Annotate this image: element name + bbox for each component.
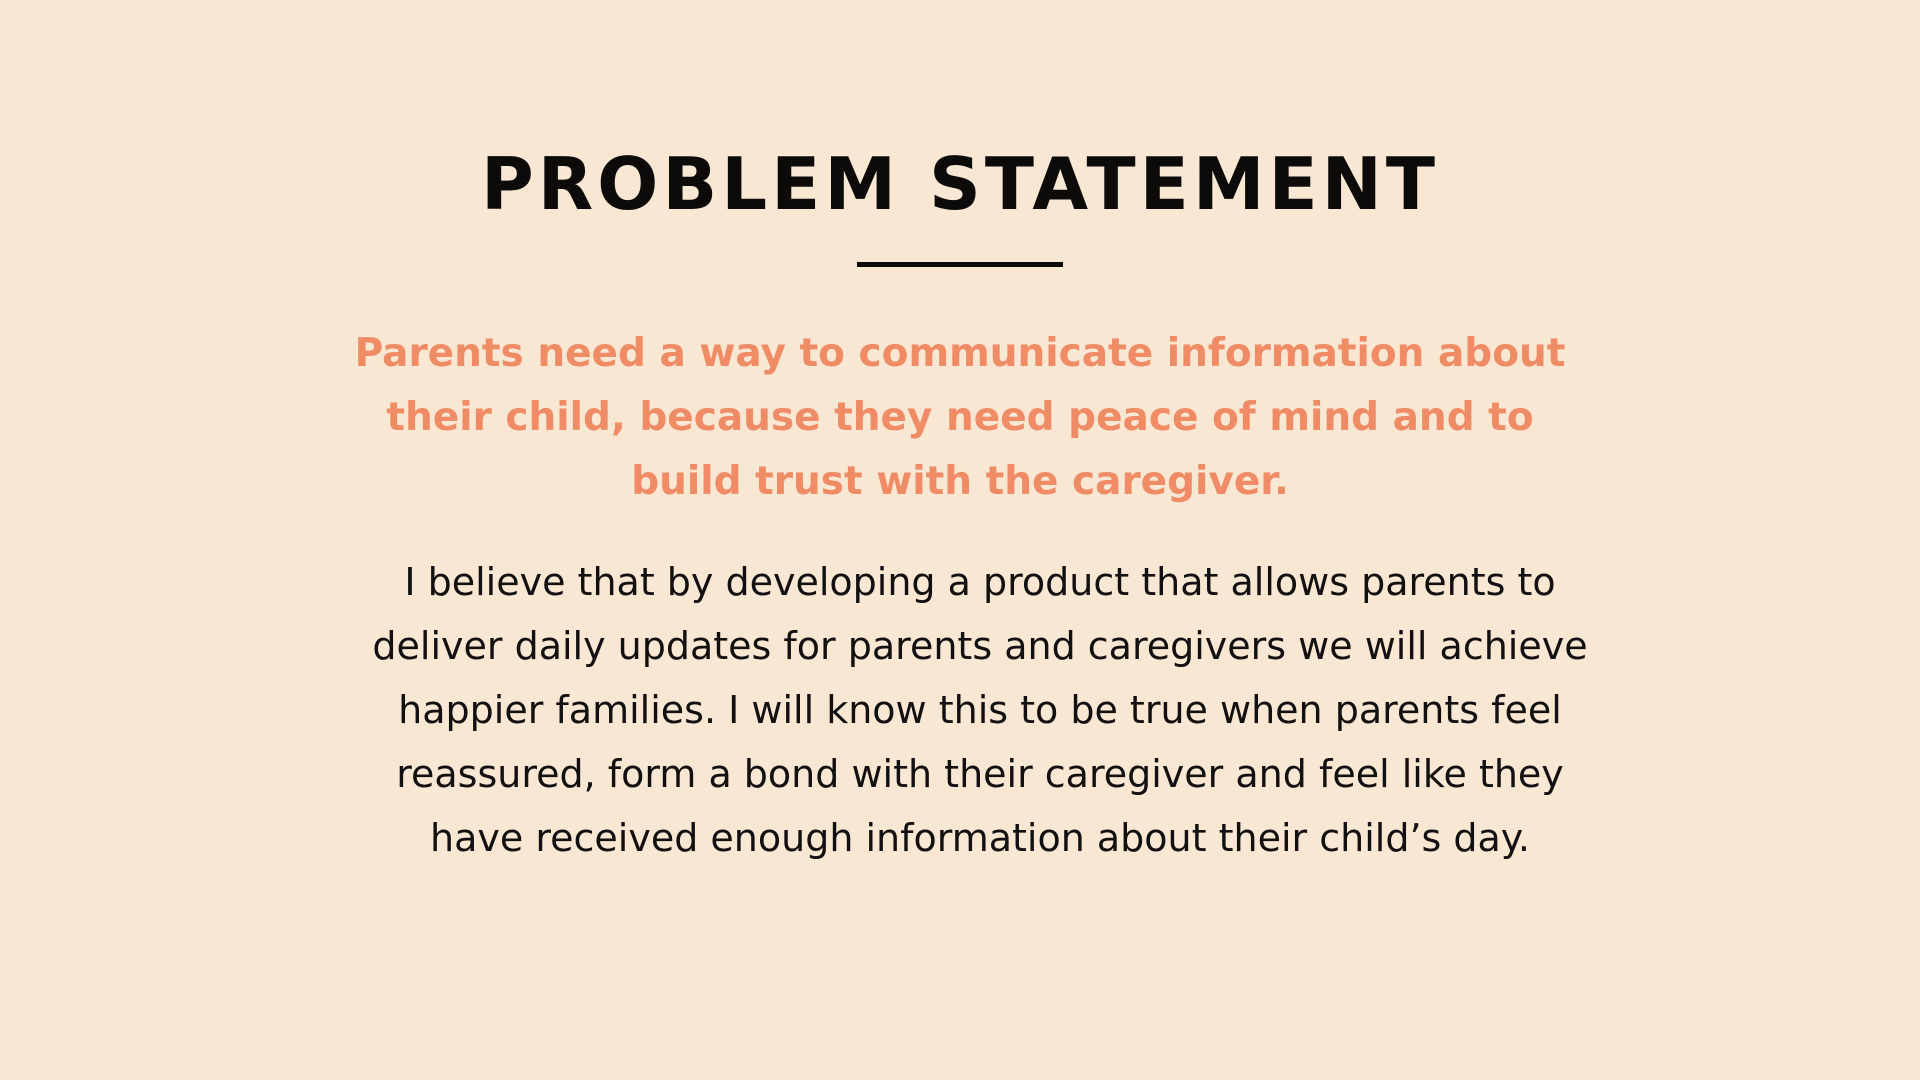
title-divider <box>857 262 1063 267</box>
hypothesis-paragraph: I believe that by developing a product that allows parents to deliver daily updates for parents and caregivers we will achieve happier families. I will know this to be true when parents feel reassured, form a bond with their caregiver and feel like they have received enough information about their child’s day. <box>372 560 1588 860</box>
page-title: PROBLEM STATEMENT <box>480 142 1440 226</box>
problem-highlight: Parents need a way to communicate information about their child, because they need peace of mind and to build trust with the caregiver. <box>354 331 1566 504</box>
